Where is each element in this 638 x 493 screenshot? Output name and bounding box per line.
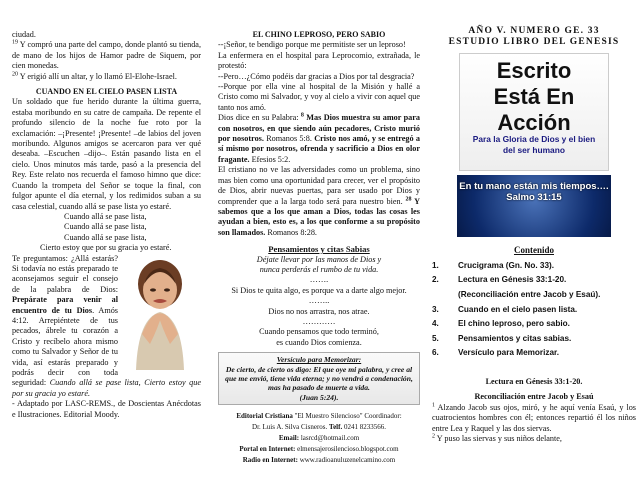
verse-20: $^{20}$ Y erigió allí un altar, y lo llamó El-Elohe-Israel. — [12, 70, 177, 81]
story-title-leper: EL CHINO LEPROSO, PERO SABIO — [252, 30, 386, 39]
editorial-line-2: Dr. Luis A. Silva Cisneros. Telf. 0241 8233566. — [252, 423, 386, 432]
story-line-d: --Porque por ella vine al hospital de la Misión y hallé a Cristo como mi Salvador, y voy al cielo a vivir con aquel que tanto nos amó. — [218, 82, 420, 112]
contents-item — [432, 273, 636, 288]
text-fragment: ciudad. — [12, 30, 36, 39]
contents-item-label: Crucigrama (Gn. No. 33). — [458, 260, 554, 270]
thought-1a: Déjate llevar por las manos de Dios y — [256, 254, 382, 264]
contents-item — [432, 303, 636, 318]
memory-verse-text: De cierto, de cierto os digo: El que oye mi palabra, y cree al que me envió, tiene vida eterna; y no vendrá a condenación, mas ha pasado de muerte a vida. — [225, 364, 413, 393]
memory-verse-box — [218, 352, 420, 405]
study-header: ESTUDIO LIBRO DEL GENESIS — [448, 37, 620, 47]
editorial-portal: Portal en Internet: elmensajerosilencioso.blogspot.com — [239, 445, 399, 454]
contents-item-number: 1. — [432, 260, 439, 270]
contents-item-label: El chino leproso, pero sabio. — [458, 319, 570, 329]
hymn-line-2: Cuando allá se pase lista, — [64, 222, 147, 232]
masthead-subtitle: Para la Gloria de Dios y el bien del ser humano — [472, 134, 596, 155]
verse-19: $^{19}$ Y compró una parte del campo, donde plantó su tienda, de mano de los hijos de Hamor padre de Siquem, por cien monedas. — [12, 39, 201, 71]
source-credit: - Adaptado por LASC-REMS., de Doscientas Anécdotas e Ilustraciones. Editorial Moody. — [12, 399, 201, 419]
column-middle — [216, 0, 422, 493]
contents-item — [432, 346, 636, 361]
thought-4a: Cuando pensamos que todo terminó, — [259, 327, 379, 337]
thought-2: Si Dios te quita algo, es porque va a darte algo mejor. — [231, 285, 407, 295]
editorial-email: Email: lasrcd@hotmail.com — [278, 434, 360, 443]
masthead-line-3: Acción — [497, 110, 571, 135]
hymn-line-3: Cuando allá se pase lista, — [64, 232, 147, 242]
story-line-b: La enfermera en el hospital para Leprocomio, extrañada, le protestó: — [218, 50, 420, 71]
contents-item-label: (Reconciliación entre Jacob y Esaú). — [458, 289, 601, 299]
hymn-line-1: Cuando allá se pase lista, — [64, 211, 147, 221]
contents-item-number: 3. — [432, 304, 439, 314]
reading-verse-2: $^2$ Y puso las siervas y sus niños delante, — [432, 433, 562, 444]
contents-item-number: 4. — [432, 319, 439, 329]
contents-item-label: Lectura en Génesis 33:1-20. — [458, 275, 567, 285]
hymn-line-4: Cierto estoy que por su gracia yo estaré. — [40, 243, 172, 253]
story-line-c: --Pero…¿Cómo podéis dar gracias a Dios por tal desgracia? — [218, 71, 415, 81]
contents-item — [432, 332, 636, 347]
reading-title: Lectura en Génesis 33:1-20. — [485, 376, 583, 386]
contents-item-number: 6. — [432, 348, 439, 358]
contents-title: Contenido — [513, 245, 554, 255]
thoughts-title: Pensamientos y citas Sabias — [268, 244, 370, 255]
editorial-radio: Radio en Internet: www.radioanuluzenelcamino.com — [242, 456, 396, 465]
masthead-line-2: Está En — [493, 84, 575, 109]
contents-item-label: Cuando en el cielo pasen lista. — [458, 304, 578, 314]
contents-item-number: 2. — [432, 275, 439, 285]
reading-subtitle: Reconciliación entre Jacob y Esaú — [474, 391, 594, 401]
reading-verse-1: $^1$ Alzando Jacob sus ojos, miró, y he aquí venía Esaú, y los cuatrocientos hombres con él; entonces repartió él los niños entre Lea y Raquel y las dos siervas. — [432, 401, 636, 433]
story-scripture-a: Dios dice en su Palabra: $^8$ Mas Dios muestra su amor para con nosotros, en que siendo aún pecadores, Cristo murió por nosotros. Romanos 5:8. Cristo nos amó, y se entregó a sí mismo por nosotros, ofrenda y sacrificio a Dios en olor fragante. Efesios 5:2. — [218, 112, 420, 164]
editorial-info — [222, 411, 416, 466]
photo-wrap-block — [12, 254, 201, 400]
editorial-line-1: Editorial Cristiana "El Muestro Silencioso" Coordinador: — [236, 412, 402, 421]
thought-separator-1: ……. — [309, 275, 329, 285]
story-roll-call-text: Un soldado que fue herido durante la última guerra, estaba moribundo en su catre de campaña. De repente el profundo silencio de la noche fue roto por la exclamación: –¡Presente! ¡Presente! –de labios del joven moribundo. Algunos amigos se acercaron para ver qué deseaba. –Escuchen –dijo–. Están pasando lista en el cielo. Unos minutos más tarde, pasó a la presencia del Rey. Este relato nos recuerda el famoso himno que dice: Cuando la trompeta del Señor se toque la final, con fulgor apunte el día eternal, y los redimidos suban a su casa celestial, cuando allá se pase lista yo estaré. — [12, 97, 201, 211]
contents-item-label: Pensamientos y citas sabias. — [458, 333, 572, 343]
contents-item-number: 5. — [432, 333, 439, 343]
story-title-roll-call: CUANDO EN EL CIELO PASEN LISTA — [35, 87, 178, 97]
issue-header: AÑO V. NUMERO GE. 33 — [468, 26, 600, 36]
thought-1b: nunca perderás el rumbo de tu vida. — [259, 264, 379, 274]
masthead-line-1: Escrito — [496, 58, 572, 83]
masthead-box — [459, 53, 609, 171]
contents-item-label: Versículo para Memorizar. — [458, 348, 560, 358]
memory-verse-ref: (Juan 5:24). — [299, 392, 339, 402]
cover-image — [457, 175, 611, 237]
reading-text — [432, 403, 636, 445]
thought-4b: es cuando Dios comienza. — [276, 337, 362, 347]
contents-item-number — [432, 288, 458, 303]
contents-item — [432, 317, 636, 332]
contents-item — [432, 259, 636, 274]
call-to-action-text: Te preguntamos: ¿Allá estarás? Si todavía no estás preparado te aconsejamos seguir el consejo de la palabra de Dios: Prepárate para venir al encuentro de tu Dios. Amós 4:12. Arrepiéntete de tus pecados, ábrele tu corazón a Cristo y recíbelo ahora mismo como tu Salvador y Señor de tu vida, así estarás preparado y podrás decir con toda seguridad: Cuando allá se pase lista, Cierto estoy que por su gracia yo estaré. — [12, 253, 202, 398]
child-photo-illustration — [122, 254, 197, 370]
crying-child-photo — [122, 254, 197, 370]
memory-verse-title: Versículo para Memorizar: — [276, 355, 362, 365]
thought-separator-2: …….. — [308, 296, 330, 306]
cover-quote: En tu mano están mis tiempos…. Salmo 31:15 — [459, 181, 609, 203]
contents-item — [432, 288, 636, 303]
column-right — [428, 0, 638, 493]
thought-3: Dios no nos arrastra, nos atrae. — [268, 306, 370, 316]
story-line-a: --¡Señor, te bendigo porque me permitiste ser un leproso! — [218, 40, 406, 50]
story-scripture-b: El cristiano no ve las adversidades como un problema, sino mas bien como una oportunidad para crecer, ver el propósito de Dios, abrir nuevas puertas, para ser usado por Dios y comprender que a la larga todo será para nuestro bien. $^{28}$ Y sabemos que a los que aman a Dios, todas las cosas les ayudan a bien, esto es, a los que conforme a su propósito son llamados. Romanos 8:28. — [218, 165, 421, 237]
contents-list — [432, 259, 636, 361]
column-left — [0, 0, 205, 493]
thought-separator-3: ………… — [302, 316, 336, 326]
